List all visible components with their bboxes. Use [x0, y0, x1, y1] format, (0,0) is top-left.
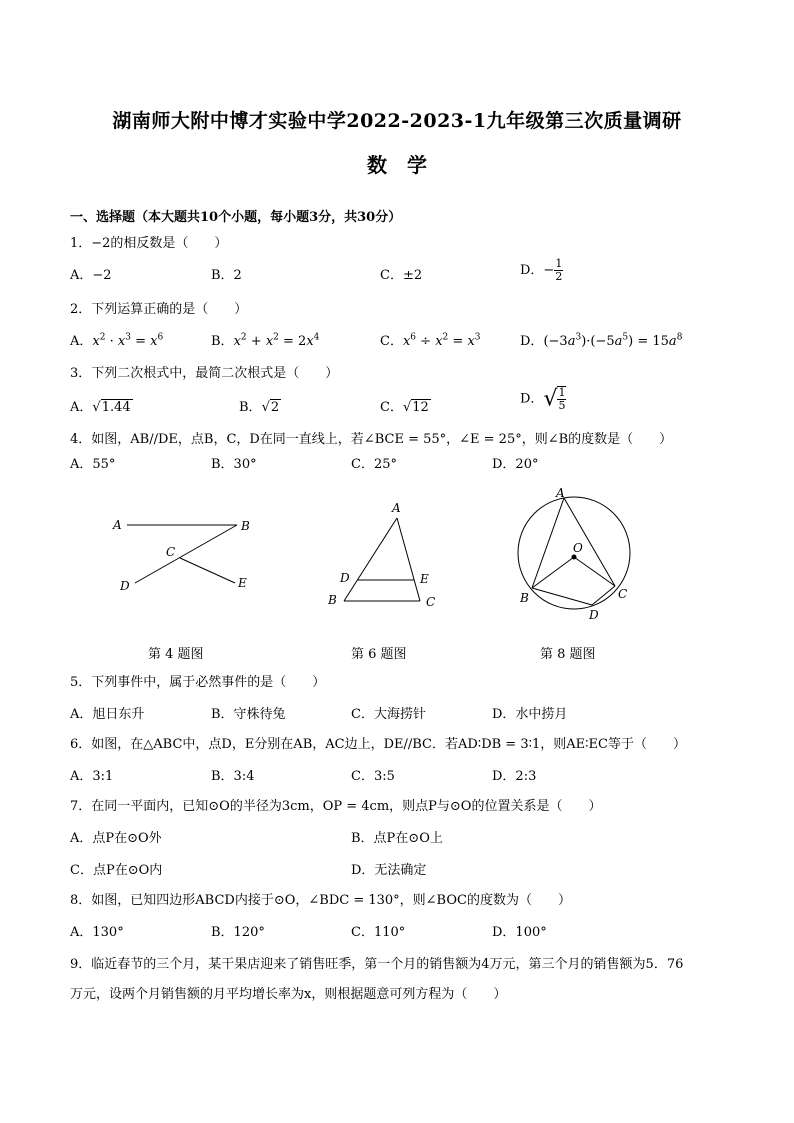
figure-8-caption: 第 8 题图 [540, 647, 596, 662]
q5-option-b: B．守株待兔 [211, 707, 286, 722]
fig4-label-e: E [238, 576, 247, 590]
q8-option-d: D．100° [492, 925, 547, 940]
q4-option-a: A．55° [70, 457, 116, 472]
fig6-label-a: A [392, 501, 401, 515]
q6-option-c: C．3:5 [351, 769, 395, 784]
q8-stem: 8．如图，已知四边形ABCD内接于⊙O，∠BDC = 130°，则∠BOC的度数为（ ） [70, 893, 571, 908]
q3-stem: 3．下列二次根式中，最简二次根式是（ ） [70, 366, 339, 381]
figure-6-diagram [322, 498, 442, 613]
q2-option-d: D．$(-3a^3)\cdot(-5a^5) = 15a^8$ [520, 332, 683, 349]
q6-stem: 6．如图，在△ABC中，点D，E分别在AB，AC边上，DE//BC．若AD∶DB = 3∶1，则AE∶EC等于（ ） [70, 737, 686, 752]
q3-option-d: D．√ $\frac{1}{5}$ [520, 386, 566, 412]
q2-option-c: C．$x^6 \div x^2 = x^3$ [380, 332, 481, 349]
q8-option-b: B．120° [211, 925, 265, 940]
fig8-label-c: C [618, 587, 628, 601]
fig8-label-o: O [573, 541, 583, 555]
figure-8-diagram [505, 482, 645, 627]
fig6-label-e: E [420, 572, 429, 586]
q1-option-b: B．2 [211, 268, 242, 283]
figure-4-diagram [105, 510, 265, 600]
q3-option-c: C．√12 [380, 400, 429, 415]
q7-option-c: C．点P在⊙O内 [70, 863, 163, 878]
q6-option-d: D．2:3 [492, 769, 537, 784]
fig8-label-a: A [556, 486, 565, 500]
q1-option-a: A．−2 [70, 268, 112, 283]
fig4-label-c: C [166, 545, 176, 559]
figure-4-caption: 第 4 题图 [148, 647, 204, 662]
q5-option-c: C．大海捞针 [351, 707, 426, 722]
q7-option-d: D．无法确定 [351, 863, 427, 878]
q1-option-d: D．− $\frac{1}{2}$ [520, 257, 563, 283]
fig6-label-d: D [340, 571, 350, 585]
fig8-label-d: D [589, 608, 599, 622]
fig6-label-b: B [328, 593, 337, 607]
q6-option-a: A．3:1 [70, 769, 114, 784]
figure-6-caption: 第 6 题图 [351, 647, 407, 662]
fig4-label-b: B [241, 519, 250, 533]
q7-stem: 7．在同一平面内，已知⊙O的半径为3cm，OP = 4cm，则点P与⊙O的位置关系是（ ） [70, 799, 602, 814]
q5-stem: 5．下列事件中，属于必然事件的是（ ） [70, 675, 326, 690]
section-heading: 一、选择题（本大题共10个小题，每小题3分，共30分） [70, 210, 402, 225]
subject-title: 数 学 [367, 153, 427, 177]
q4-option-b: B．30° [211, 457, 257, 472]
q1-option-c: C．±2 [380, 268, 423, 283]
q7-option-a: A．点P在⊙O外 [70, 831, 162, 846]
q6-option-b: B．3:4 [211, 769, 255, 784]
q8-option-a: A．130° [70, 925, 124, 940]
fig4-label-a: A [113, 518, 122, 532]
q2-option-a: A．$x^2 \cdot x^3 = x^6$ [70, 332, 164, 349]
page-title: 湖南师大附中博才实验中学2022-2023-1九年级第三次质量调研 [112, 110, 682, 132]
q8-option-c: C．110° [351, 925, 406, 940]
fig8-label-b: B [520, 591, 529, 605]
q5-option-a: A．旭日东升 [70, 707, 145, 722]
q2-stem: 2．下列运算正确的是（ ） [70, 302, 248, 317]
q3-option-a: A．√1.44 [70, 400, 131, 415]
q1-stem: 1．−2的相反数是（ ） [70, 236, 228, 251]
q5-option-d: D．水中捞月 [492, 707, 568, 722]
fig4-label-d: D [120, 579, 130, 593]
fig6-label-c: C [426, 595, 436, 609]
q9-line-1: 9．临近春节的三个月，某干果店迎来了销售旺季，第一个月的销售额为4万元，第三个月的销售额为5．76 [70, 957, 684, 972]
q3-option-b: B．√2 [239, 400, 280, 415]
q9-line-2: 万元，设两个月销售额的月平均增长率为x，则根据题意可列方程为（ ） [70, 987, 507, 1002]
q4-option-d: D．20° [492, 457, 539, 472]
q2-option-b: B．$x^2 + x^2 = 2x^4$ [211, 332, 320, 349]
q7-option-b: B．点P在⊙O上 [351, 831, 443, 846]
q4-stem: 4．如图，AB//DE，点B，C，D在同一直线上，若∠BCE = 55°，∠E = 25°，则∠B的度数是（ ） [70, 432, 673, 447]
q4-option-c: C．25° [351, 457, 397, 472]
